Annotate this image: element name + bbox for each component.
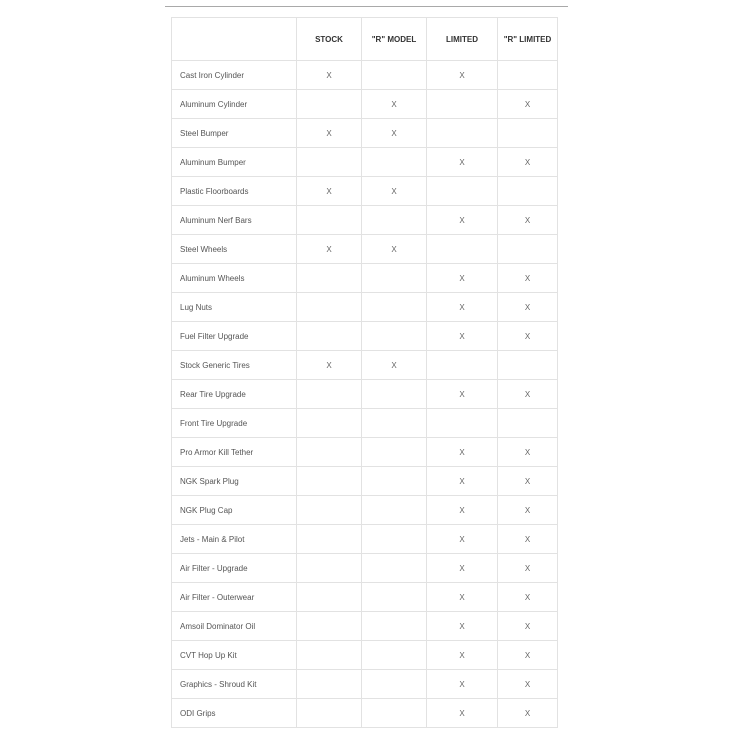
table-row <box>172 699 558 728</box>
feature-label: Steel Bumper <box>172 119 297 148</box>
cell-limited: X <box>427 61 498 90</box>
table-row <box>172 177 558 206</box>
cell-r-model <box>362 206 427 235</box>
cell-limited <box>427 351 498 380</box>
cell-r-model <box>362 612 427 641</box>
table-row <box>172 119 558 148</box>
cell-limited: X <box>427 322 498 351</box>
cell-r-limited <box>498 177 558 206</box>
header-r-limited: "R" LIMITED <box>498 18 558 61</box>
cell-stock <box>297 525 362 554</box>
cell-limited: X <box>427 293 498 322</box>
cell-r-model <box>362 264 427 293</box>
feature-label: Air Filter - Outerwear <box>172 583 297 612</box>
cell-r-limited: X <box>498 438 558 467</box>
table-row <box>172 351 558 380</box>
cell-stock <box>297 322 362 351</box>
cell-r-model: X <box>362 90 427 119</box>
table-row <box>172 293 558 322</box>
table-row <box>172 641 558 670</box>
cell-stock <box>297 699 362 728</box>
table-header <box>172 18 558 61</box>
cell-stock <box>297 380 362 409</box>
cell-r-limited <box>498 409 558 438</box>
table-row <box>172 670 558 699</box>
cell-r-limited: X <box>498 380 558 409</box>
cell-r-limited: X <box>498 90 558 119</box>
header-limited: LIMITED <box>427 18 498 61</box>
cell-r-model <box>362 467 427 496</box>
header-r-model: "R" MODEL <box>362 18 427 61</box>
table-row <box>172 409 558 438</box>
table-row <box>172 467 558 496</box>
cell-stock: X <box>297 177 362 206</box>
cell-r-limited: X <box>498 293 558 322</box>
cell-stock <box>297 467 362 496</box>
feature-label: Aluminum Wheels <box>172 264 297 293</box>
cell-r-limited: X <box>498 496 558 525</box>
table-row <box>172 496 558 525</box>
cell-r-model <box>362 380 427 409</box>
cell-r-model: X <box>362 235 427 264</box>
feature-label: Graphics - Shroud Kit <box>172 670 297 699</box>
feature-label: Stock Generic Tires <box>172 351 297 380</box>
table-row <box>172 554 558 583</box>
cell-r-limited: X <box>498 206 558 235</box>
cell-limited: X <box>427 206 498 235</box>
header-row <box>172 18 558 61</box>
cell-limited <box>427 409 498 438</box>
feature-label: Jets - Main & Pilot <box>172 525 297 554</box>
feature-label: Aluminum Nerf Bars <box>172 206 297 235</box>
feature-label: Air Filter - Upgrade <box>172 554 297 583</box>
cell-stock <box>297 438 362 467</box>
cell-r-model <box>362 438 427 467</box>
cell-stock <box>297 670 362 699</box>
table-row <box>172 612 558 641</box>
cell-stock <box>297 496 362 525</box>
cell-r-limited <box>498 351 558 380</box>
cell-limited: X <box>427 467 498 496</box>
cell-stock <box>297 264 362 293</box>
cell-stock <box>297 148 362 177</box>
feature-label: Lug Nuts <box>172 293 297 322</box>
cell-r-model <box>362 583 427 612</box>
cell-stock <box>297 554 362 583</box>
table-row <box>172 148 558 177</box>
cell-r-limited: X <box>498 641 558 670</box>
cell-stock <box>297 641 362 670</box>
cell-r-model <box>362 61 427 90</box>
feature-label: NGK Spark Plug <box>172 467 297 496</box>
cell-limited: X <box>427 699 498 728</box>
cell-limited <box>427 90 498 119</box>
cell-stock: X <box>297 235 362 264</box>
top-divider <box>165 6 568 7</box>
feature-label: ODI Grips <box>172 699 297 728</box>
cell-r-model <box>362 148 427 177</box>
cell-stock: X <box>297 351 362 380</box>
cell-stock <box>297 206 362 235</box>
cell-limited: X <box>427 641 498 670</box>
cell-r-model <box>362 641 427 670</box>
cell-limited: X <box>427 612 498 641</box>
cell-r-limited <box>498 61 558 90</box>
feature-label: Aluminum Bumper <box>172 148 297 177</box>
cell-limited: X <box>427 554 498 583</box>
cell-stock <box>297 409 362 438</box>
cell-limited <box>427 235 498 264</box>
cell-r-model <box>362 322 427 351</box>
table-row <box>172 380 558 409</box>
table-row <box>172 322 558 351</box>
feature-label: Amsoil Dominator Oil <box>172 612 297 641</box>
cell-stock: X <box>297 61 362 90</box>
cell-limited <box>427 119 498 148</box>
cell-r-limited: X <box>498 322 558 351</box>
cell-r-limited <box>498 235 558 264</box>
cell-limited: X <box>427 525 498 554</box>
feature-label: CVT Hop Up Kit <box>172 641 297 670</box>
cell-r-limited: X <box>498 583 558 612</box>
cell-r-limited: X <box>498 612 558 641</box>
model-comparison-table <box>171 17 558 728</box>
cell-r-model <box>362 409 427 438</box>
feature-label: Plastic Floorboards <box>172 177 297 206</box>
cell-r-limited <box>498 119 558 148</box>
cell-limited <box>427 177 498 206</box>
cell-r-model <box>362 699 427 728</box>
header-stock: STOCK <box>297 18 362 61</box>
cell-r-model: X <box>362 351 427 380</box>
cell-limited: X <box>427 496 498 525</box>
cell-r-limited: X <box>498 670 558 699</box>
cell-r-model <box>362 293 427 322</box>
feature-label: Aluminum Cylinder <box>172 90 297 119</box>
table-row <box>172 206 558 235</box>
feature-label: Fuel Filter Upgrade <box>172 322 297 351</box>
cell-stock: X <box>297 119 362 148</box>
cell-r-model: X <box>362 177 427 206</box>
cell-r-model <box>362 496 427 525</box>
cell-r-model <box>362 554 427 583</box>
table-row <box>172 61 558 90</box>
cell-r-limited: X <box>498 525 558 554</box>
cell-stock <box>297 293 362 322</box>
cell-r-model <box>362 670 427 699</box>
cell-r-limited: X <box>498 554 558 583</box>
table-row <box>172 438 558 467</box>
table-row <box>172 235 558 264</box>
table-row <box>172 264 558 293</box>
cell-limited: X <box>427 380 498 409</box>
cell-r-model <box>362 525 427 554</box>
cell-limited: X <box>427 583 498 612</box>
table-row <box>172 525 558 554</box>
cell-r-limited: X <box>498 467 558 496</box>
table-row <box>172 583 558 612</box>
cell-stock <box>297 583 362 612</box>
feature-label: Cast Iron Cylinder <box>172 61 297 90</box>
cell-limited: X <box>427 264 498 293</box>
feature-label: Rear Tire Upgrade <box>172 380 297 409</box>
table-body <box>172 61 558 728</box>
feature-label: Front Tire Upgrade <box>172 409 297 438</box>
cell-r-model: X <box>362 119 427 148</box>
feature-label: NGK Plug Cap <box>172 496 297 525</box>
table-row <box>172 90 558 119</box>
cell-limited: X <box>427 438 498 467</box>
feature-label: Steel Wheels <box>172 235 297 264</box>
cell-limited: X <box>427 670 498 699</box>
cell-r-limited: X <box>498 264 558 293</box>
feature-label: Pro Armor Kill Tether <box>172 438 297 467</box>
header-feature <box>172 18 297 61</box>
cell-stock <box>297 612 362 641</box>
cell-r-limited: X <box>498 148 558 177</box>
cell-r-limited: X <box>498 699 558 728</box>
cell-stock <box>297 90 362 119</box>
cell-limited: X <box>427 148 498 177</box>
